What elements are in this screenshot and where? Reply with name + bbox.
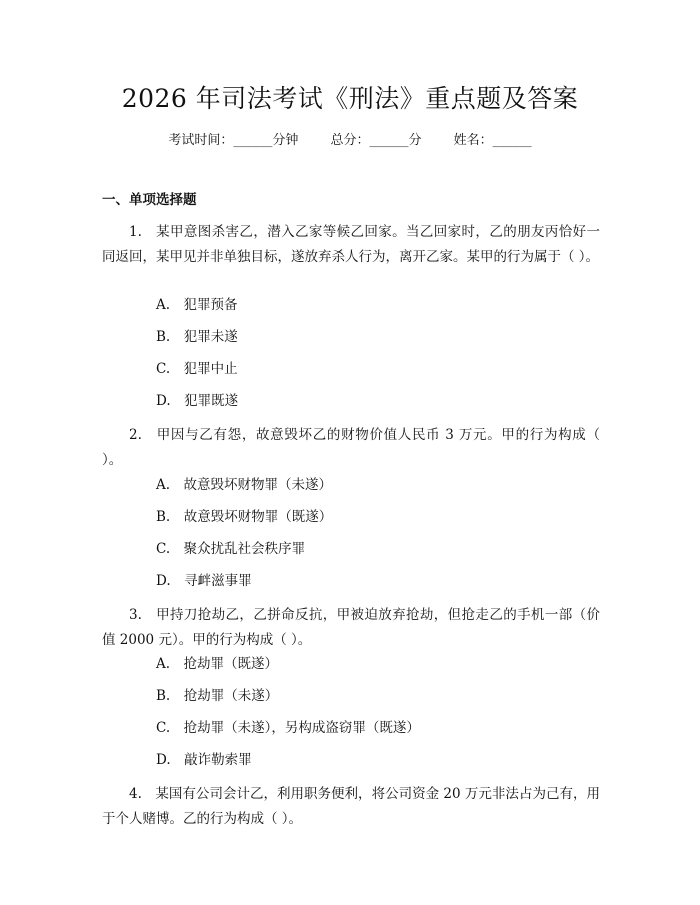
- question-1-option-c: C. 犯罪中止: [156, 361, 238, 377]
- question-1-option-d: D. 犯罪既遂: [156, 393, 239, 409]
- question-3-option-b: B. 抢劫罪（未遂）: [156, 688, 279, 704]
- student-name-field: 姓名：______: [453, 133, 532, 148]
- document-title: 2026 年司法考试《刑法》重点题及答案: [121, 84, 579, 113]
- exam-time-field: 考试时间：______分钟: [168, 133, 299, 148]
- question-3: 3. 甲持刀抢劫乙，乙拼命反抗，甲被迫放弃抢劫，但抢走乙的手机一部（价值 2000 元）。甲的行为构成（ ）。: [102, 607, 600, 648]
- total-score-field: 总分：______分: [330, 133, 422, 148]
- question-2-option-c: C. 聚众扰乱社会秩序罪: [156, 541, 306, 557]
- question-2-option-b: B. 故意毁坏财物罪（既遂）: [156, 509, 333, 525]
- question-1-option-b: B. 犯罪未遂: [156, 329, 238, 345]
- question-2: 2. 甲因与乙有怨，故意毁坏乙的财物价值人民币 3 万元。甲的行为构成（ ）。: [102, 427, 600, 468]
- question-1: 1. 某甲意图杀害乙，潜入乙家等候乙回家。当乙回家时，乙的朋友丙恰好一同返回，某甲见并非单独目标，遂放弃杀人行为，离开乙家。某甲的行为属于（ ）。: [102, 224, 600, 265]
- question-3-option-c: C. 抢劫罪（未遂），另构成盗窃罪（既遂）: [156, 720, 420, 736]
- exam-info-line: [0, 131, 700, 151]
- question-2-option-d: D. 寻衅滋事罪: [156, 573, 252, 589]
- section-heading: 一、单项选择题: [102, 192, 197, 208]
- question-4: 4. 某国有公司会计乙，利用职务便利，将公司资金 20 万元非法占为己有，用于个人赌博。乙的行为构成（ ）。: [102, 786, 600, 827]
- question-3-option-d: D. 敲诈勒索罪: [156, 752, 252, 768]
- question-1-option-a: A. 犯罪预备: [156, 297, 238, 313]
- question-3-option-a: A. 抢劫罪（既遂）: [156, 656, 279, 672]
- question-2-option-a: A. 故意毁坏财物罪（未遂）: [156, 477, 333, 493]
